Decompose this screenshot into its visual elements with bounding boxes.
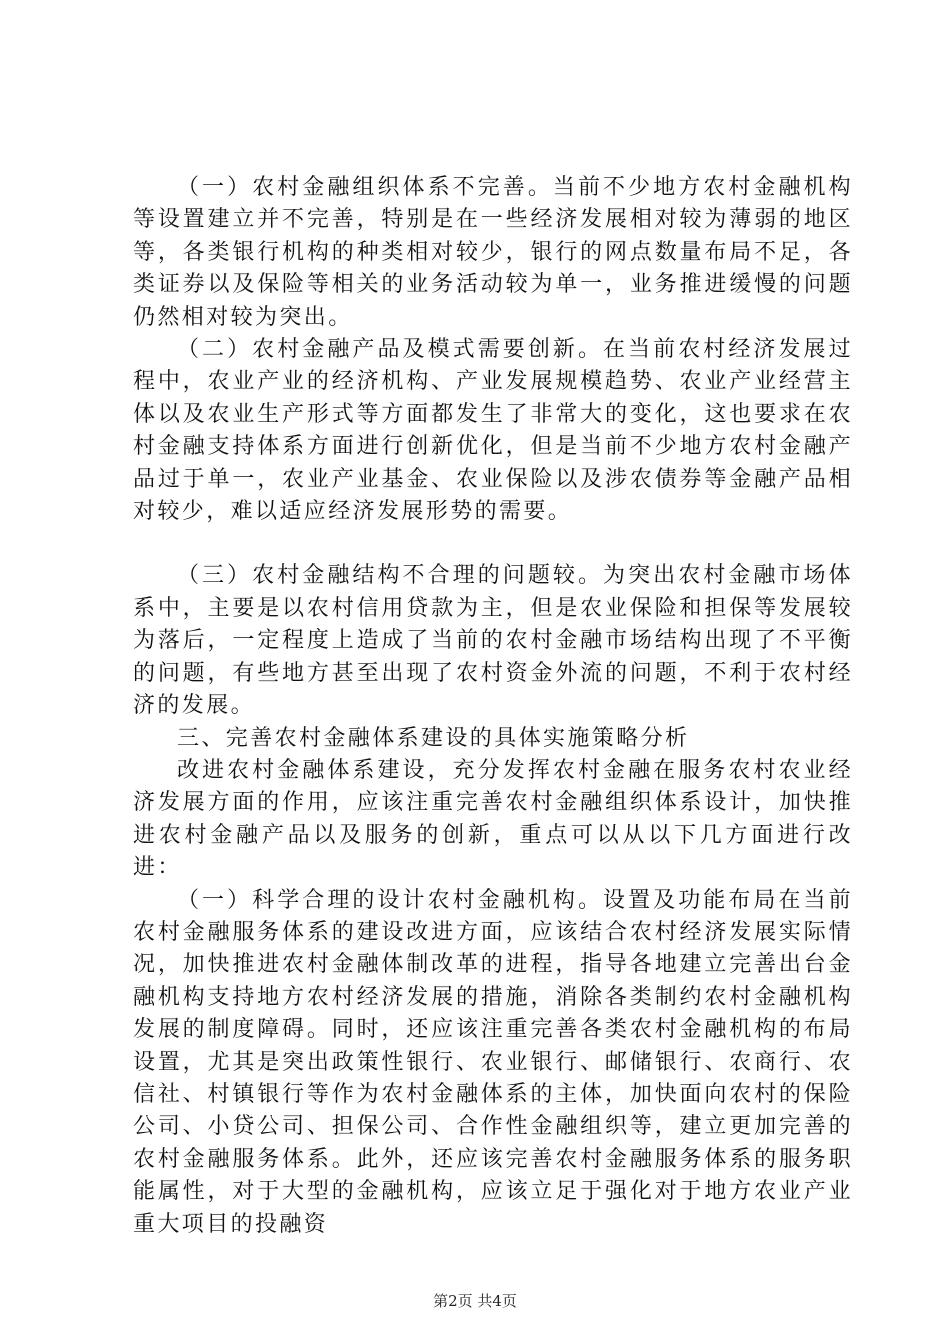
paragraph-rural-finance-structure: （三）农村金融结构不合理的问题较。为突出农村金融市场体系中，主要是以农村信用贷款为主，但是农业保险和担保等发展较为落后，一定程度上造成了当前的农村金融市场结构出现了不平衡的问题，有些地方甚至出现了农村资金外流的问题，不利于农村经济的发展。 — [133, 563, 853, 719]
paragraph-improvement-intro: 改进农村金融体系建设，充分发挥农村金融在服务农村农业经济发展方面的作用，应该注重完善农村金融组织体系设计，加快推进农村金融产品以及服务的创新，重点可以从以下几方面进行改进： — [133, 757, 853, 881]
section-heading: 三、完善农村金融体系建设的具体实施策略分析 — [177, 725, 690, 751]
document-body — [133, 172, 853, 1241]
paragraph-rural-finance-organization: （一）农村金融组织体系不完善。当前不少地方农村金融机构等设置建立并不完善，特别是在一些经济发展相对较为薄弱的地区等，各类银行机构的种类相对较少，银行的网点数量布局不足，各类证券以及保险等相关的业务活动较为单一，业务推进缓慢的问题仍然相对较为突出。 — [133, 175, 853, 330]
paragraph-rural-finance-products: （二）农村金融产品及模式需要创新。在当前农村经济发展过程中，农业产业的经济机构、产业发展规模趋势、农业产业经营主体以及农业生产形式等方面都发生了非常大的变化，这也要求在农村金融支持体系方面进行创新优化，但是当前不少地方农村金融产品过于单一，农业产业基金、农业保险以及涉农债券等金融产品相对较少，难以适应经济发展形势的需要。 — [133, 337, 853, 525]
paragraph-design-institutions: （一）科学合理的设计农村金融机构。设置及功能布局在当前农村金融服务体系的建设改进方面，应该结合农村经济发展实际情况，加快推进农村金融体制改革的进程，指导各地建立完善出台金融机构支持地方农村经济发展的措施，消除各类制约农村金融机构发展的制度障碍。同时，还应该注重完善各类农村金融机构的布局设置，尤其是突出政策性银行、农业银行、邮储银行、农商行、农信社、村镇银行等作为农村金融体系的主体，加快面向农村的保险公司、小贷公司、担保公司、合作性金融组织等，建立更加完善的农村金融服务体系。此外，还应该完善农村金融服务体系的服务职能属性，对于大型的金融机构，应该立足于强化对于地方农业产业重大项目的投融资 — [133, 887, 853, 1237]
page-footer: 第2页 共4页 — [433, 1292, 517, 1310]
